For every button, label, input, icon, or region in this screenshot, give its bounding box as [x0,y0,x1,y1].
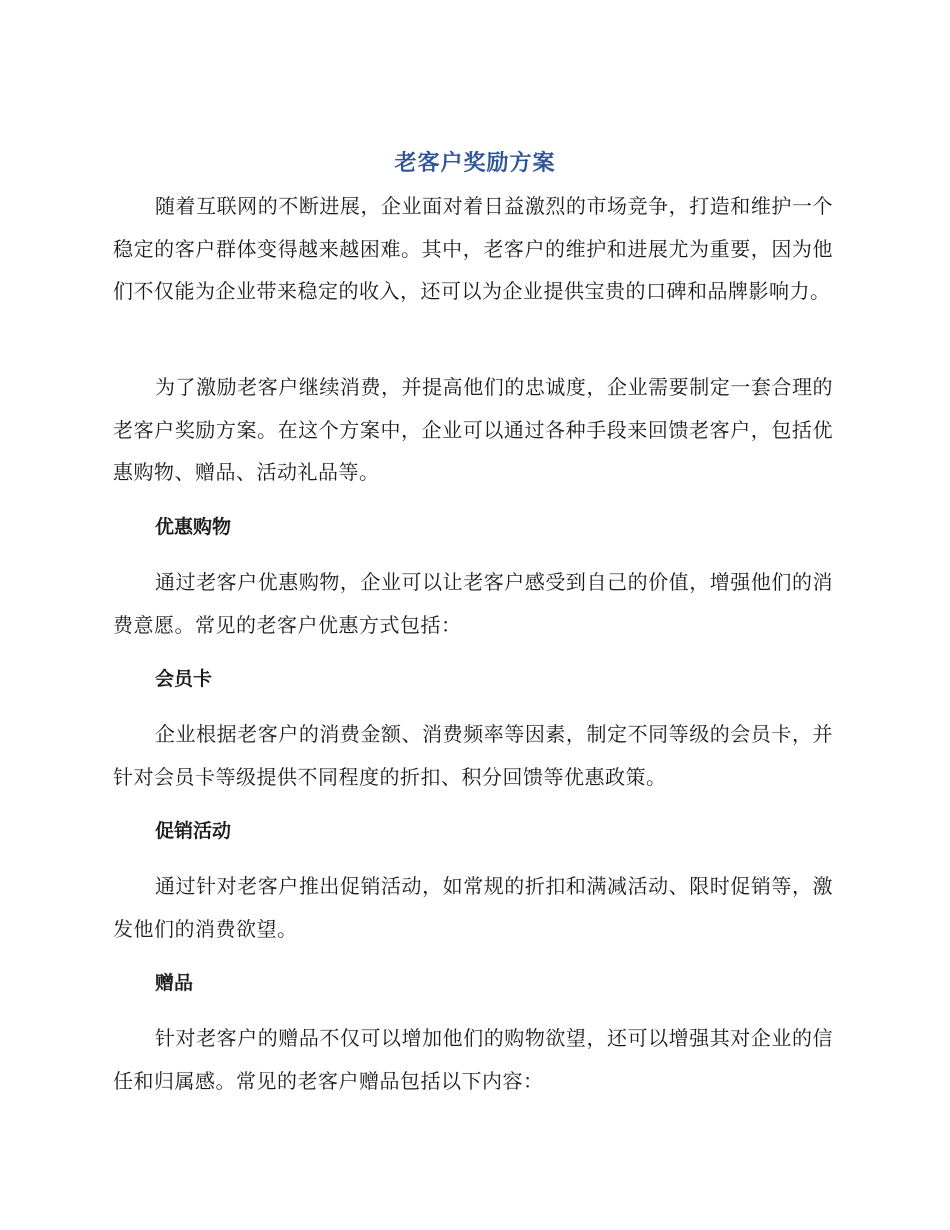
document-title: 老客户奖励方案 [394,151,556,176]
section-paragraph-gifts: 针对老客户的赠品不仅可以增加他们的购物欲望，还可以增强其对企业的信任和归属感。常见的老客户赠品包括以下内容： [113,1026,833,1093]
intro-paragraph-1: 随着互联网的不断进展，企业面对着日益激烈的市场竞争，打造和维护一个稳定的客户群体变得越来越困难。其中，老客户的维护和进展尤为重要，因为他们不仅能为企业带来稳定的收入，还可以为企业提供宝贵的口碑和品牌影响力。 [113,194,833,303]
section-heading-promotions: 促销活动 [155,820,232,842]
section-paragraph-membership-card: 企业根据老客户的消费金额、消费频率等因素，制定不同等级的会员卡，并针对会员卡等级提供不同程度的折扣、积分回馈等优惠政策。 [113,722,833,789]
section-paragraph-promotions: 通过针对老客户推出促销活动，如常规的折扣和满减活动、限时促销等，激发他们的消费欲望。 [113,874,833,941]
section-heading-gifts: 赠品 [155,972,194,994]
section-heading-membership-card: 会员卡 [155,668,213,690]
section-heading-discount-shopping: 优惠购物 [155,516,232,538]
intro-paragraph-2: 为了激励老客户继续消费，并提高他们的忠诚度，企业需要制定一套合理的老客户奖励方案。在这个方案中，企业可以通过各种手段来回馈老客户，包括优惠购物、赠品、活动礼品等。 [113,375,833,484]
section-paragraph-discount-shopping: 通过老客户优惠购物，企业可以让老客户感受到自己的价值，增强他们的消费意愿。常见的老客户优惠方式包括： [113,570,833,637]
